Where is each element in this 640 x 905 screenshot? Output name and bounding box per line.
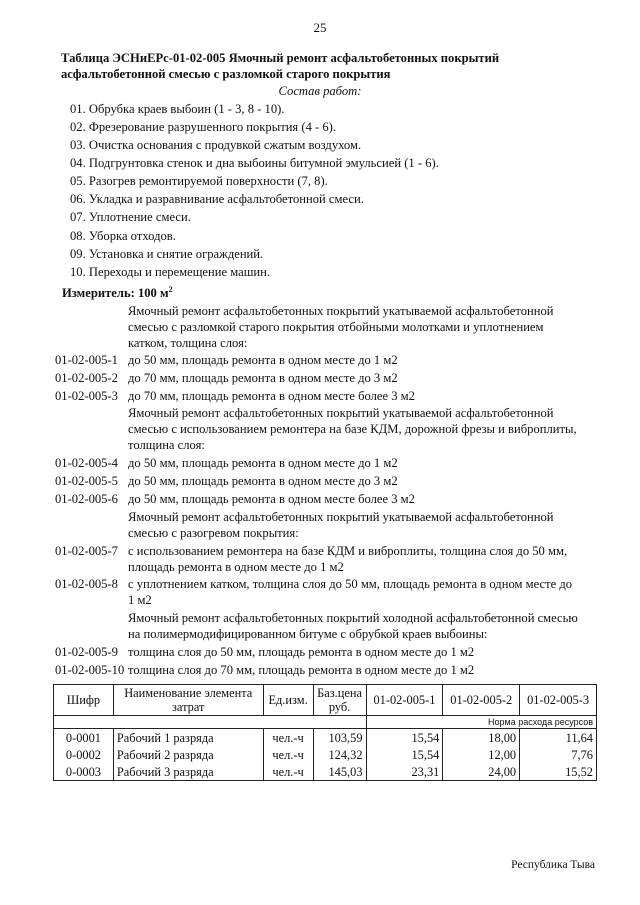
row-code: 01-02-005-2 xyxy=(55,371,118,385)
work-item-09: 09. Установка и снятие ограждений. xyxy=(70,247,264,261)
group-3-description-line: Ямочный ремонт асфальтобетонных покрытий укатываемой асфальтобетонной xyxy=(128,510,554,524)
header-unit: Ед.изм. xyxy=(263,685,313,716)
measurer-label: Измеритель: 100 м xyxy=(62,286,169,301)
cell-value: 24,00 xyxy=(443,763,520,781)
group-1-description-line: Ямочный ремонт асфальтобетонных покрытий укатываемой асфальтобетонной xyxy=(128,304,554,318)
table-row xyxy=(54,729,597,747)
row-text: до 50 мм, площадь ремонта в одном месте до 1 м2 xyxy=(128,353,398,367)
row-text: до 50 мм, площадь ремонта в одном месте до 1 м2 xyxy=(128,456,398,470)
measurer xyxy=(62,285,173,301)
row-code: 01-02-005-6 xyxy=(55,492,118,506)
cell-unit: чел.-ч xyxy=(263,763,313,781)
work-item-06: 06. Укладка и разравнивание асфальтобетонной смеси. xyxy=(70,192,364,206)
norm-label: Норма расхода ресурсов xyxy=(366,716,596,729)
cell-code: 0-0003 xyxy=(54,763,114,781)
group-2-description-line: смесью с использованием ремонтера на базе КДМ, дорожной фрезы и виброплиты, xyxy=(128,422,577,436)
row-text: 1 м2 xyxy=(128,593,152,607)
work-item-02: 02. Фрезерование разрушенного покрытия (4 - 6). xyxy=(70,120,336,134)
cell-name: Рабочий 3 разряда xyxy=(113,763,263,781)
cell-code: 0-0002 xyxy=(54,746,114,763)
row-code: 01-02-005-1 xyxy=(55,353,118,367)
row-code: 01-02-005-7 xyxy=(55,544,118,558)
row-text: до 50 мм, площадь ремонта в одном месте до 3 м2 xyxy=(128,474,398,488)
work-item-03: 03. Очистка основания с продувкой сжатым воздухом. xyxy=(70,138,362,152)
table-title-line-1: Таблица ЭСНиЕРс-01-02-005 Ямочный ремонт асфальтобетонных покрытий xyxy=(61,51,500,65)
composition-heading: Состав работ: xyxy=(278,84,362,98)
cell-name: Рабочий 1 разряда xyxy=(113,729,263,747)
header-base-price: Баз.цена руб. xyxy=(313,685,366,716)
work-item-04: 04. Подгрунтовка стенок и дна выбоины битумной эмульсией (1 - 6). xyxy=(70,156,439,170)
row-code: 01-02-005-9 xyxy=(55,645,118,659)
row-text: до 50 мм, площадь ремонта в одном месте более 3 м2 xyxy=(128,492,415,506)
measurer-exponent: 2 xyxy=(168,285,173,294)
header-col-005-3: 01-02-005-3 xyxy=(520,685,597,716)
work-item-05: 05. Разогрев ремонтируемой поверхности (7, 8). xyxy=(70,174,328,188)
cell-value: 7,76 xyxy=(520,746,597,763)
norm-row xyxy=(54,716,597,729)
group-2-description-line: Ямочный ремонт асфальтобетонных покрытий укатываемой асфальтобетонной xyxy=(128,406,554,420)
table-header-row xyxy=(54,685,597,716)
table-title-line-2: асфальтобетонной смесью с разломкой старого покрытия xyxy=(61,67,391,81)
row-code: 01-02-005-4 xyxy=(55,456,118,470)
row-code: 01-02-005-8 xyxy=(55,577,118,591)
work-item-08: 08. Уборка отходов. xyxy=(70,229,176,243)
cell-name: Рабочий 2 разряда xyxy=(113,746,263,763)
work-item-07: 07. Уплотнение смеси. xyxy=(70,210,191,224)
row-text: с уплотнением катком, толщина слоя до 50 мм, площадь ремонта в одном месте до xyxy=(128,577,573,591)
work-item-10: 10. Переходы и перемещение машин. xyxy=(70,265,271,279)
table-row xyxy=(54,746,597,763)
cell-value: 18,00 xyxy=(443,729,520,747)
header-col-005-2: 01-02-005-2 xyxy=(443,685,520,716)
cell-price: 103,59 xyxy=(313,729,366,747)
cell-code: 0-0001 xyxy=(54,729,114,747)
group-1-description-line: смесью с разломкой старого покрытия отбойными молотками и уплотнением xyxy=(128,320,544,334)
group-4-description-line: Ямочный ремонт асфальтобетонных покрытий холодной асфальтобетонной смесью xyxy=(128,611,578,625)
cell-value: 11,64 xyxy=(520,729,597,747)
group-4-description-line: на полимермодифицированном битуме с обрубкой краев выбоины: xyxy=(128,627,488,641)
resource-table xyxy=(53,684,597,781)
header-cost-element: Наименование элемента затрат xyxy=(113,685,263,716)
cell-value: 12,00 xyxy=(443,746,520,763)
cell-value: 15,54 xyxy=(366,729,443,747)
work-item-01: 01. Обрубка краев выбоин (1 - 3, 8 - 10). xyxy=(70,102,285,116)
region-footer: Республика Тыва xyxy=(511,859,595,871)
group-2-description-line: толщина слоя: xyxy=(128,438,205,452)
cell-unit: чел.-ч xyxy=(263,729,313,747)
row-text: до 70 мм, площадь ремонта в одном месте более 3 м2 xyxy=(128,389,415,403)
group-1-description-line: катком, толщина слоя: xyxy=(128,336,248,350)
row-text: толщина слоя до 70 мм, площадь ремонта в одном месте до 1 м2 xyxy=(128,663,475,677)
row-text: площадь ремонта в одном месте до 1 м2 xyxy=(128,560,344,574)
row-text: с использованием ремонтера на базе КДМ и виброплиты, толщина слоя до 50 мм, xyxy=(128,544,568,558)
page-number: 25 xyxy=(313,20,327,35)
cell-value: 23,31 xyxy=(366,763,443,781)
cell-unit: чел.-ч xyxy=(263,746,313,763)
row-code: 01-02-005-5 xyxy=(55,474,118,488)
cell-price: 145,03 xyxy=(313,763,366,781)
row-text: толщина слоя до 50 мм, площадь ремонта в одном месте до 1 м2 xyxy=(128,645,475,659)
row-code: 01-02-005-10 xyxy=(55,663,125,677)
cell-value: 15,52 xyxy=(520,763,597,781)
header-col-005-1: 01-02-005-1 xyxy=(366,685,443,716)
cell-value: 15,54 xyxy=(366,746,443,763)
row-text: до 70 мм, площадь ремонта в одном месте до 3 м2 xyxy=(128,371,398,385)
cell-price: 124,32 xyxy=(313,746,366,763)
table-row xyxy=(54,763,597,781)
row-code: 01-02-005-3 xyxy=(55,389,118,403)
header-code: Шифр xyxy=(54,685,114,716)
group-3-description-line: смесью с разогревом покрытия: xyxy=(128,526,299,540)
